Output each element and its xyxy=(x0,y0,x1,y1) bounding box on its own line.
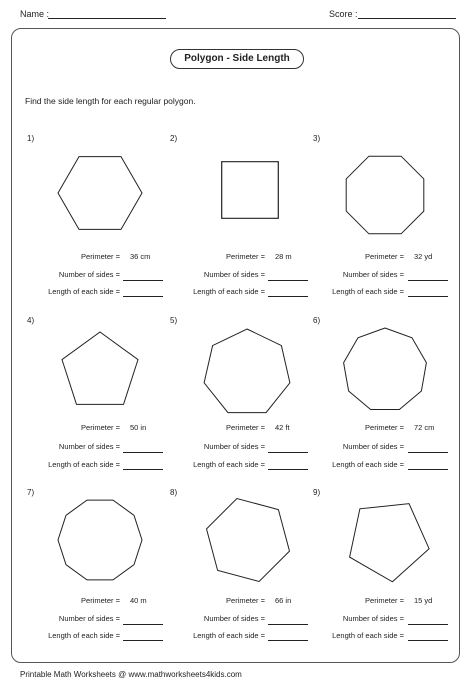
hexagon-shape xyxy=(200,495,295,585)
pentagon-shape xyxy=(338,495,438,585)
problem-number: 1) xyxy=(27,134,35,143)
num-sides-answer[interactable] xyxy=(268,280,308,281)
num-sides-label: Number of sides = xyxy=(203,614,265,623)
perimeter-value: 72 cm xyxy=(414,423,435,432)
perimeter-label: Perimeter = xyxy=(81,252,120,261)
name-label: Name : xyxy=(20,9,50,19)
num-sides-label: Number of sides = xyxy=(342,614,404,623)
score-line[interactable] xyxy=(358,18,456,19)
perimeter-value: 32 yd xyxy=(414,252,433,261)
perimeter-label: Perimeter = xyxy=(226,596,265,605)
problem-number: 7) xyxy=(27,488,35,497)
perimeter-label: Perimeter = xyxy=(365,423,404,432)
num-sides-answer[interactable] xyxy=(268,452,308,453)
num-sides-answer[interactable] xyxy=(408,280,448,281)
problem-number: 4) xyxy=(27,316,35,325)
problem-number: 6) xyxy=(313,316,321,325)
num-sides-label: Number of sides = xyxy=(58,614,120,623)
num-sides-answer[interactable] xyxy=(408,452,448,453)
perimeter-value: 40 m xyxy=(130,596,147,605)
num-sides-answer[interactable] xyxy=(123,280,163,281)
polygon-outline xyxy=(204,329,290,413)
heptagon-shape xyxy=(197,325,297,420)
worksheet-title: Polygon - Side Length xyxy=(170,49,304,69)
num-sides-label: Number of sides = xyxy=(342,270,404,279)
perimeter-value: 28 m xyxy=(275,252,292,261)
num-sides-label: Number of sides = xyxy=(342,442,404,451)
perimeter-value: 36 cm xyxy=(130,252,151,261)
nonagon-shape xyxy=(340,325,430,415)
side-length-answer[interactable] xyxy=(408,296,448,297)
num-sides-label: Number of sides = xyxy=(58,442,120,451)
perimeter-label: Perimeter = xyxy=(81,423,120,432)
perimeter-value: 15 yd xyxy=(414,596,433,605)
side-length-label: Length of each side = xyxy=(48,631,120,640)
polygon-outline xyxy=(58,157,142,230)
polygon-outline xyxy=(62,332,138,404)
perimeter-label: Perimeter = xyxy=(226,423,265,432)
num-sides-label: Number of sides = xyxy=(203,442,265,451)
side-length-label: Length of each side = xyxy=(332,287,404,296)
side-length-label: Length of each side = xyxy=(332,460,404,469)
polygon-outline xyxy=(58,500,142,580)
score-label: Score : xyxy=(329,9,358,19)
square-shape xyxy=(210,150,290,230)
name-line[interactable] xyxy=(48,18,166,19)
perimeter-value: 50 in xyxy=(130,423,147,432)
polygon-outline xyxy=(207,499,290,582)
side-length-answer[interactable] xyxy=(408,640,448,641)
side-length-answer[interactable] xyxy=(268,469,308,470)
num-sides-answer[interactable] xyxy=(123,624,163,625)
perimeter-value: 66 in xyxy=(275,596,292,605)
side-length-label: Length of each side = xyxy=(193,631,265,640)
problem-number: 8) xyxy=(170,488,178,497)
num-sides-answer[interactable] xyxy=(268,624,308,625)
pentagon-shape xyxy=(50,325,150,415)
side-length-label: Length of each side = xyxy=(193,460,265,469)
side-length-answer[interactable] xyxy=(123,296,163,297)
side-length-label: Length of each side = xyxy=(193,287,265,296)
num-sides-label: Number of sides = xyxy=(203,270,265,279)
perimeter-value: 42 ft xyxy=(275,423,290,432)
perimeter-label: Perimeter = xyxy=(365,596,404,605)
perimeter-label: Perimeter = xyxy=(226,252,265,261)
side-length-answer[interactable] xyxy=(408,469,448,470)
problem-number: 2) xyxy=(170,134,178,143)
octagon-shape xyxy=(335,150,435,240)
problem-number: 9) xyxy=(313,488,321,497)
side-length-label: Length of each side = xyxy=(48,287,120,296)
side-length-answer[interactable] xyxy=(268,640,308,641)
perimeter-label: Perimeter = xyxy=(365,252,404,261)
side-length-label: Length of each side = xyxy=(332,631,404,640)
polygon-outline xyxy=(344,328,427,410)
side-length-answer[interactable] xyxy=(123,640,163,641)
side-length-answer[interactable] xyxy=(123,469,163,470)
footer-text: Printable Math Worksheets @ www.mathworksheets4kids.com xyxy=(20,670,242,679)
perimeter-label: Perimeter = xyxy=(81,596,120,605)
polygon-outline xyxy=(222,162,279,219)
num-sides-answer[interactable] xyxy=(123,452,163,453)
instruction-text: Find the side length for each regular polygon. xyxy=(25,96,196,106)
decagon-shape xyxy=(55,495,145,585)
num-sides-answer[interactable] xyxy=(408,624,448,625)
polygon-outline xyxy=(350,504,430,582)
num-sides-label: Number of sides = xyxy=(58,270,120,279)
problem-number: 5) xyxy=(170,316,178,325)
polygon-outline xyxy=(346,156,424,234)
problem-number: 3) xyxy=(313,134,321,143)
hexagon-shape xyxy=(50,148,150,238)
side-length-answer[interactable] xyxy=(268,296,308,297)
side-length-label: Length of each side = xyxy=(48,460,120,469)
